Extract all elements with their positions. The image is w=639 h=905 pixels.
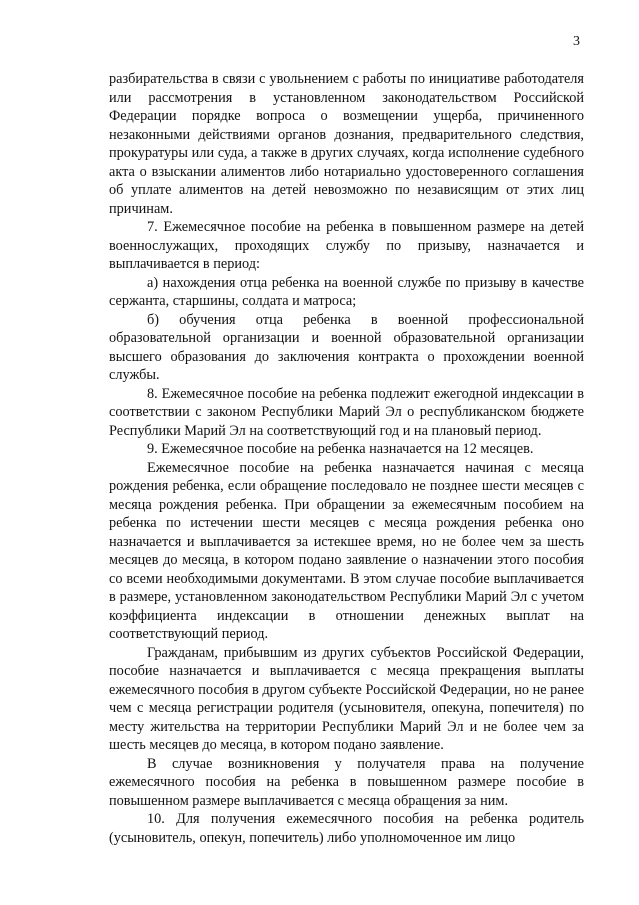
paragraph-item-9-start: Ежемесячное пособие на ребенка назначается начиная с месяца рождения ребенка, если обращение последовало не позднее шести месяцев с месяца рождения ребенка. При обращении за ежемесячным пособием на ребенка по истечении шести месяцев с месяца рождения ребенка оно назначается и выплачивается за истекшее время, но не более чем за шесть месяцев до месяца, в котором подано заявление о назначении этого пособия со всеми необходимыми документами. В этом случае пособие выплачивается в размере, установленном законодательством Республики Марий Эл с учетом коэффициента индексации в отношении денежных выплат на соответствующий период.	[109, 459, 584, 642]
paragraph-item-9: 9. Ежемесячное пособие на ребенка назначается на 12 месяцев.	[147, 441, 534, 457]
paragraph-item-9-increased: В случае возникновения у получателя права на получение ежемесячного пособия на ребенка в повышенном размере пособие в повышенном размере выплачивается с месяца обращения за ним.	[109, 755, 584, 809]
paragraph-item-7b: б) обучения отца ребенка в военной профессиональной образовательной организации и военной образовательной организации высшего образования до заключения контракта о прохождении военной службы.	[109, 311, 584, 383]
document-body	[109, 70, 584, 847]
paragraph-item-7a: а) нахождения отца ребенка на военной службе по призыву в качестве сержанта, старшины, солдата и матроса;	[109, 274, 584, 309]
paragraph-item-8: 8. Ежемесячное пособие на ребенка подлежит ежегодной индексации в соответствии с законом Республики Марий Эл о республиканском бюджете Республики Марий Эл на соответствующий год и на плановый период.	[109, 385, 584, 439]
paragraph-item-7: 7. Ежемесячное пособие на ребенка в повышенном размере на детей военнослужащих, проходящих службу по призыву, назначается и выплачивается в период:	[109, 219, 584, 272]
page-number: 3	[573, 34, 580, 49]
paragraph-continuation: разбирательства в связи с увольнением с работы по инициативе работодателя или рассмотрения в установленном законодательством Российской Федерации порядке вопроса о возмещении ущерба, причиненного незаконными действиями органов дознания, предварительного следствия, прокуратуры или суда, а также в других случаях, когда исполнение судебного акта о взыскании алиментов либо нотариально удостоверенного соглашения об уплате алиментов на детей невозможно по независящим от этих лиц причинам.	[109, 71, 584, 217]
paragraph-item-9-transfer: Гражданам, прибывшим из других субъектов Российской Федерации, пособие назначается и выплачивается с месяца прекращения выплаты ежемесячного пособия в другом субъекте Российской Федерации, но не ранее чем с месяца регистрации родителя (усыновителя, опекуна, попечителя) по месту жительства на территории Республики Марий Эл и не более чем за шесть месяцев до месяца, в котором подано заявление.	[109, 644, 584, 753]
paragraph-item-10: 10. Для получения ежемесячного пособия на ребенка родитель (усыновитель, опекун, попечитель) либо уполномоченное им лицо	[109, 811, 584, 846]
